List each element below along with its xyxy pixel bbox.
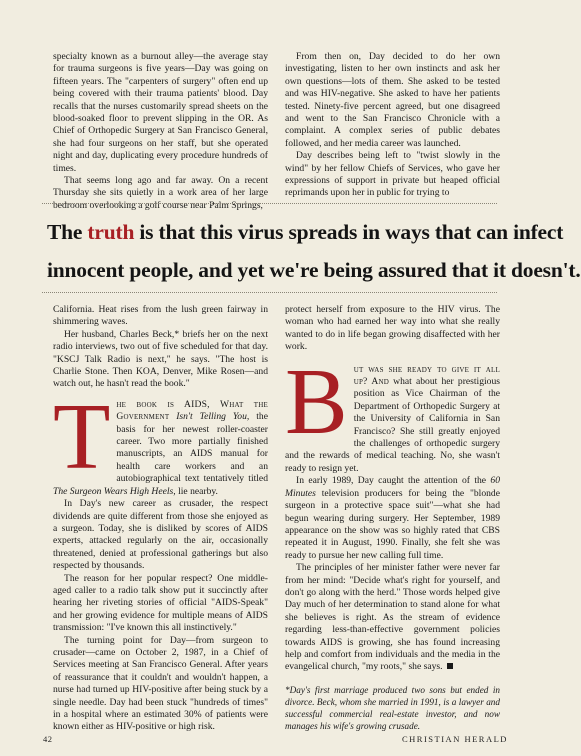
- pull-quote: [47, 213, 581, 289]
- paragraph: That seems long ago and far away. On a recent Thursday she sits quietly in a work area of her large bedroom overlooking a golf course near Palm Springs,: [53, 175, 268, 211]
- magazine-name: CHRISTIAN HERALD: [402, 734, 508, 744]
- lead-in: he book is AIDS, What the Government: [116, 398, 268, 423]
- drop-cap: T: [53, 384, 111, 489]
- paragraph: protect herself from exposure to the HIV virus. The woman who had earned her way into what she really wanted to do in life began growing disaffected with her work.: [285, 304, 500, 353]
- paragraph: Her husband, Charles Beck,* briefs her on the next radio interviews, two out of five scheduled for that day. "KSCJ Talk Radio is next," he says. "The host is Charlie Stone. Then KOA, Denver, Mike Rosen—and watch out, he hasn't read the book.": [53, 328, 268, 390]
- paragraph: California. Heat rises from the lush green fairway in shimmering waves.: [53, 304, 268, 328]
- column-right-top: [285, 51, 500, 199]
- text: The principles of her minister father were never far from her mind: "Decide what's right for yourself, and don't go along with the herd." Those words helped give Day much of her determination to stand alone for what she believes is right. As the stream of evidence regarding less-than-effective government policies towards AIDS is growing, she has found increasing help and comfort from individuals and the media in the evangelical church, "my roots," she says.: [285, 562, 500, 673]
- book-title: Isn't Telling You,: [176, 411, 250, 423]
- paragraph: From then on, Day decided to do her own investigating, listen to her own instincts and ask her own questions—lots of them. She asked to be tested and was HIV-negative. She asked to have her patients tested. Ninety-five percent agreed, but one disagreed and went to the San Francisco Chronicle with a complaint. A complex series of public debates followed, and her media career was launched.: [285, 51, 500, 149]
- pull-quote-line-1: [47, 213, 564, 251]
- paragraph: In Day's new career as crusader, the respect dividends are quite different from those she enjoyed as a surgeon. Today, she is disliked by scores of AIDS experts, attacked regularly on the air, occasionally threatened, denied at professional gatherings but also respected by thousands.: [53, 498, 268, 572]
- book-title: The Surgeon Wears High Heels,: [53, 485, 176, 497]
- pull-quote-highlight: truth: [87, 220, 135, 244]
- dropcap-paragraph: [285, 349, 500, 476]
- divider-top: [42, 203, 497, 204]
- dropcap-paragraph: [53, 384, 268, 498]
- paragraph: The reason for her popular respect? One middle-aged caller to a radio talk show put it succinctly after hearing her riveting stories of official "AIDS-Speak" and her growing evidence for multiple means of AIDS transmission: "I've known this all instinctively.": [53, 572, 268, 634]
- text: In early 1989, Day caught the attention of the: [296, 475, 487, 487]
- paragraph: [285, 475, 500, 562]
- lead-in: ut was she ready to give it all up? And: [353, 363, 500, 388]
- text: lie nearby.: [178, 485, 218, 497]
- footnote: *Day's first marriage produced two sons but ended in divorce. Beck, whom she married in 1991, is a lawyer and successful commercial real-estate investor, and now manages his wife's growing crusade.: [285, 684, 500, 731]
- column-left-bottom: [53, 304, 268, 733]
- page-number: 42: [43, 734, 53, 744]
- show-title: 60 Minutes: [285, 475, 500, 499]
- paragraph: [285, 562, 500, 674]
- text: the basis for her newest roller-coaster career. Two more partially finished manuscripts, an AIDS manual for health care workers and an autobiographical text tentatively titled: [116, 411, 268, 485]
- drop-cap: B: [285, 349, 348, 454]
- pull-quote-line-2: innocent people, and yet we're being assured that it doesn't.: [47, 258, 581, 282]
- text: what about her prestigious position as Vice Chairman of the Department of Orthopedic Surgery at the University of California in San Francisco? She still greatly enjoyed the challenges of orthopedic surgery and the rewards of medical teaching. No, she wasn't ready to resign yet.: [285, 376, 500, 474]
- column-left-top: [53, 51, 268, 211]
- paragraph: The turning point for Day—from surgeon to crusader—came on October 2, 1987, in a Chief of Services meeting at San Francisco General. After years of reassurance that it couldn't and wouldn't happen, a nurse had turned up HIV-positive after being stuck by a single needle. Day had been stuck "hundreds of times" in a hospital where an estimated 30% of patients were known either as HIV-positive or high risk.: [53, 634, 268, 733]
- text: television producers for being the "blonde surgeon in a protective space suit"—what she had begun wearing during surgery. Her September, 1989 appearance on the show was so highly rated that CBS repeated it in August, 1990. Finally, she felt she was ready to pursue her new calling full time.: [285, 487, 500, 561]
- pull-quote-text: is that this virus spreads in ways that can infect: [134, 220, 564, 244]
- end-mark-icon: [447, 663, 453, 669]
- column-right-bottom: [285, 304, 500, 731]
- pull-quote-text: The: [47, 220, 88, 244]
- paragraph: specialty known as a burnout alley—the average stay for trauma surgeons is five years—Day was going on fifteen years. The "carpenters of surgery" often end up being covered with their trauma patients' blood. Day recalls that the nurses customarily spread sheets on the blood-soaked floor to prevent slipping in the OR. As Chief of Orthopedic Surgery at San Francisco General, she had four surgeons on her staff, but she operated night and day, duplicating every procedure hundreds of times.: [53, 51, 268, 174]
- divider-bottom: [42, 292, 497, 293]
- paragraph: Day describes being left to "twist slowly in the wind" by her fellow Chiefs of Services, who gave her expressions of support in private but heaped official reprimands upon her in public for trying to: [285, 150, 500, 199]
